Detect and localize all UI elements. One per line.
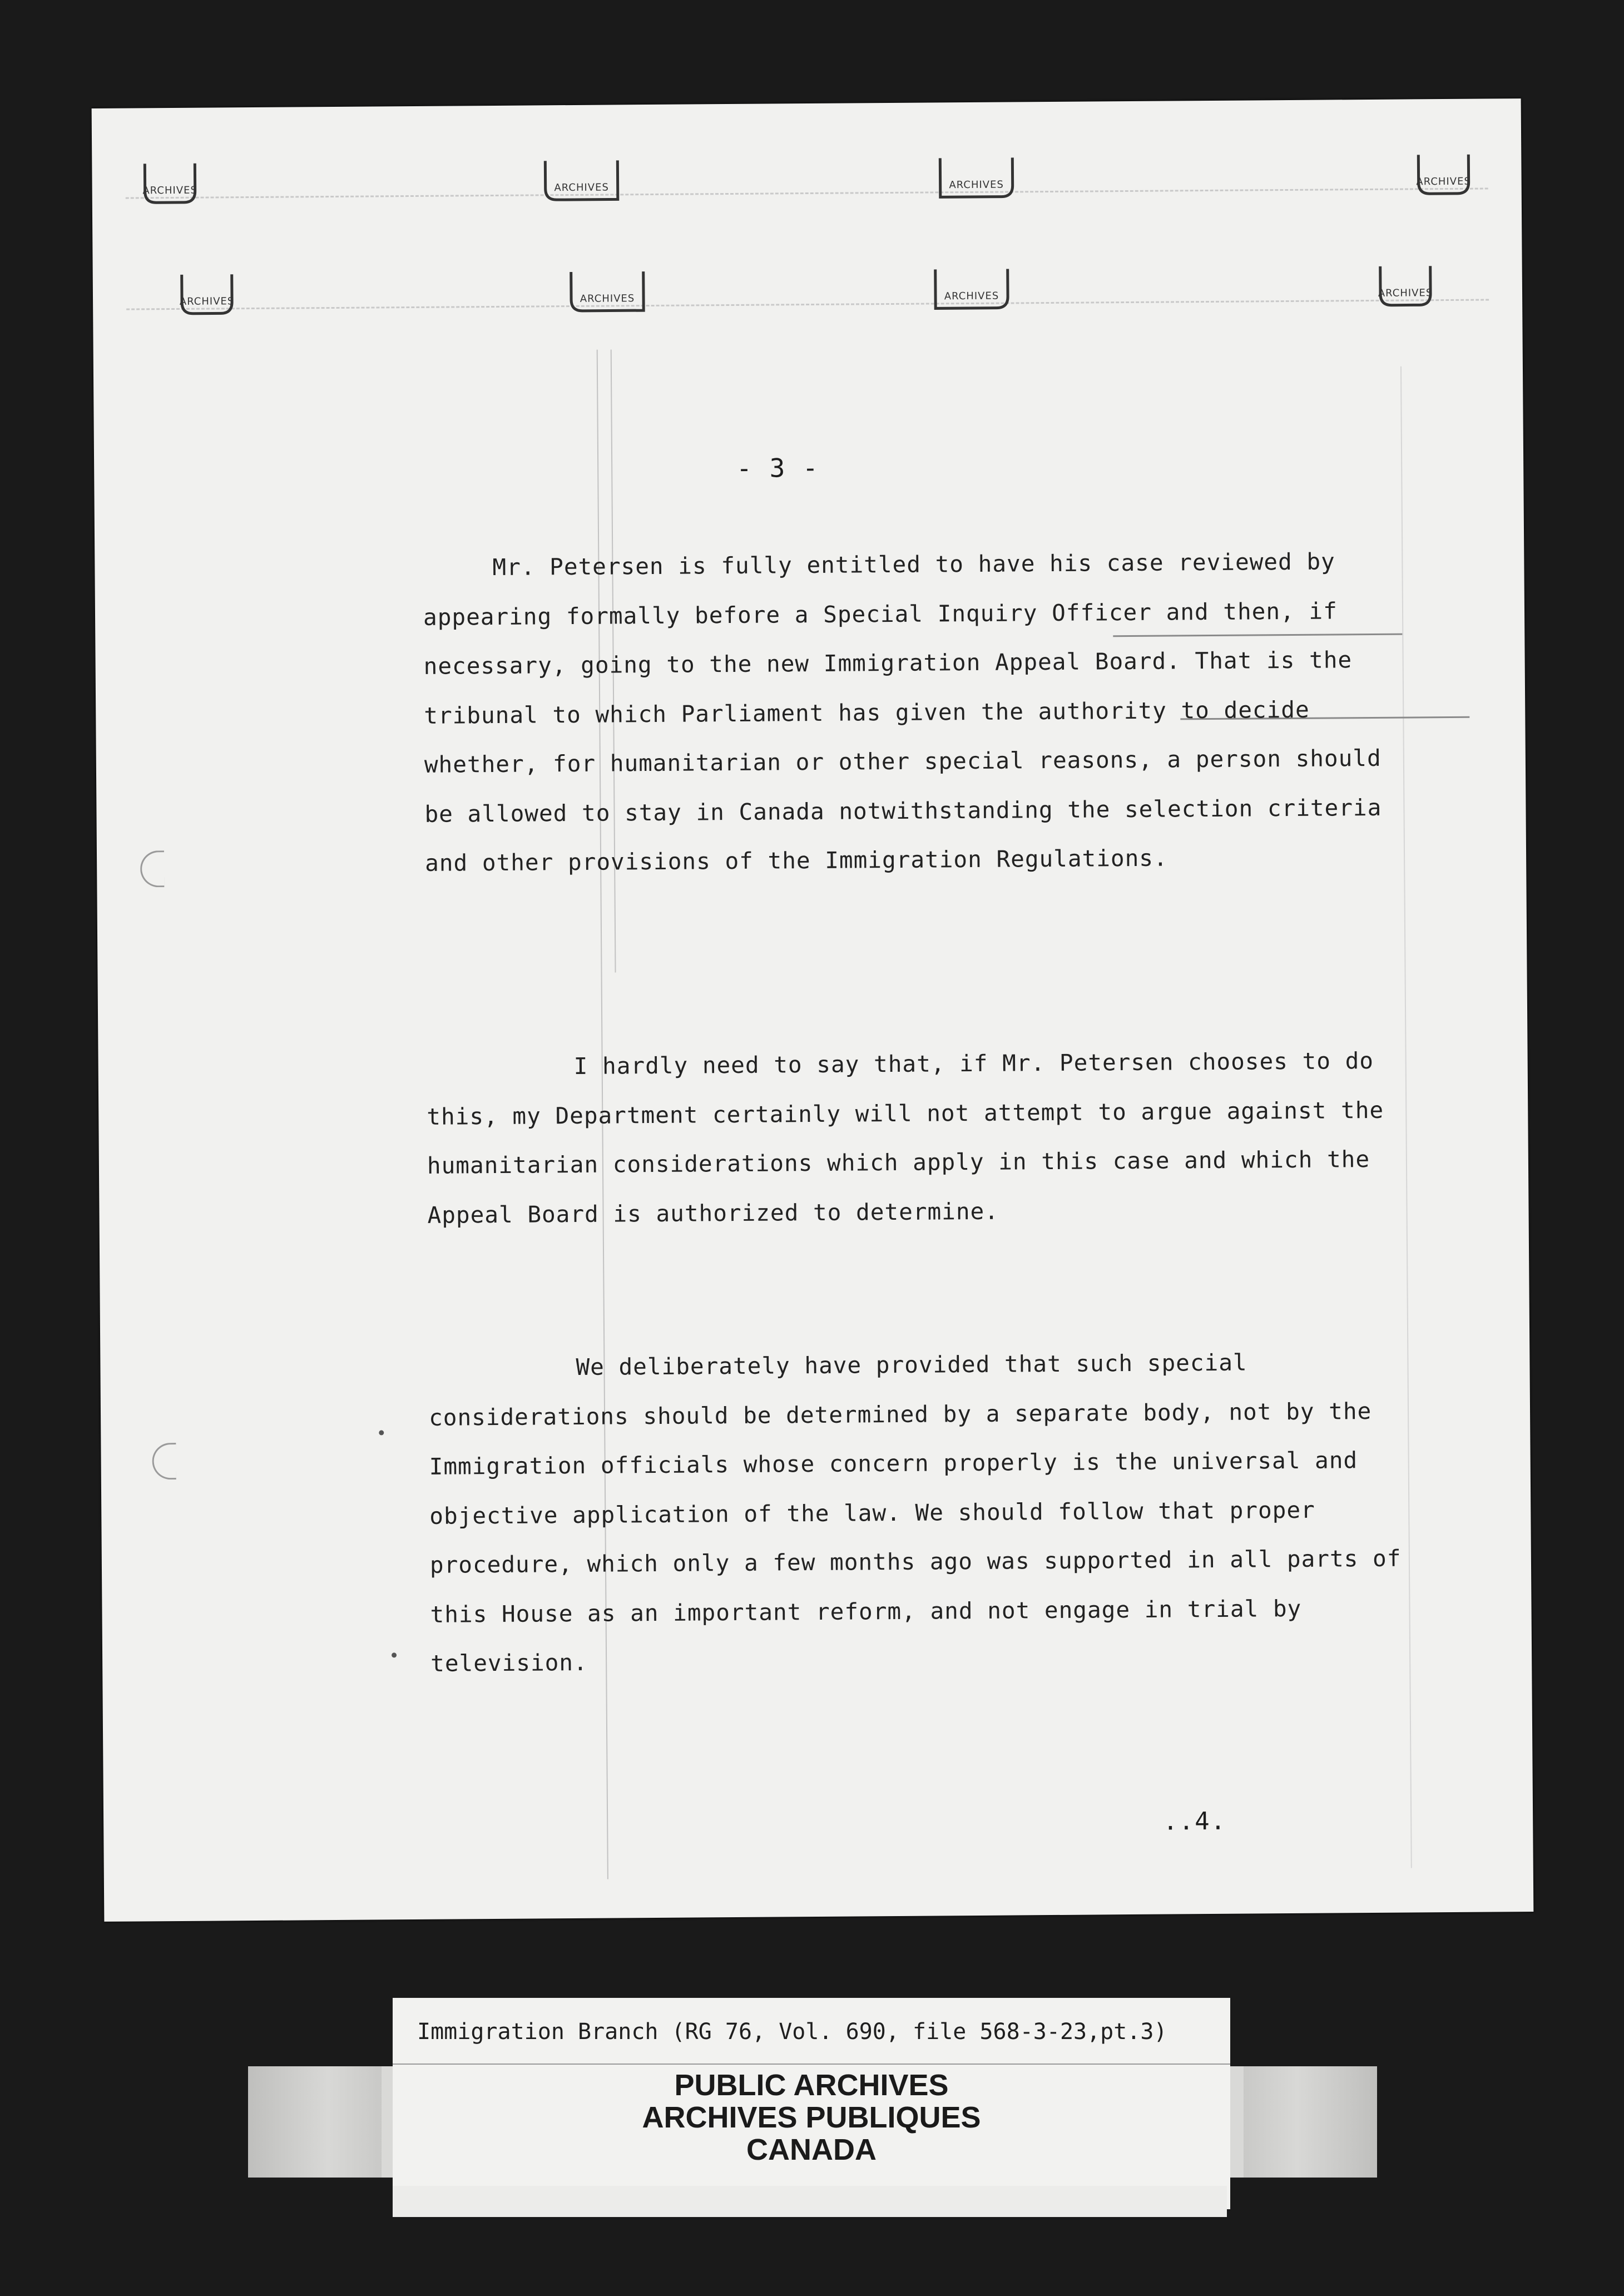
ink-speck xyxy=(392,1652,397,1657)
archive-stamp xyxy=(122,157,217,219)
label-divider xyxy=(393,2064,1230,2065)
stamp-text: ARCHIVES xyxy=(179,295,235,308)
continuation-marker: ..4. xyxy=(1163,1807,1227,1836)
archive-name-line-2: ARCHIVES PUBLIQUES xyxy=(642,2101,981,2134)
paragraph-1: Mr. Petersen is fully entitled to have his case reviewed by appearing formally before a Special Inquiry Officer and then, if necessary, going to the new Immigration Appeal Board. That is the tribunal to which Parliament has given the authority to decide whether, for humanitarian or other special reasons, a person should be allowed to stay in Canada notwithstanding the selection criteria and other provisions of the Immigration Regulations. xyxy=(423,548,1382,877)
archive-stamp xyxy=(1396,149,1491,210)
document-page xyxy=(92,98,1534,1922)
ink-speck xyxy=(379,1430,384,1435)
page-number: - 3 - xyxy=(736,452,819,483)
archive-stamp-row-top xyxy=(92,149,1522,225)
archive-stamp-row-bottom xyxy=(93,260,1523,337)
label-bottom-edge xyxy=(393,2186,1227,2217)
stamp-text: ARCHIVES xyxy=(580,293,635,305)
archive-label xyxy=(393,1998,1230,2209)
archive-stamp xyxy=(160,269,255,330)
label-strip-end xyxy=(1244,2066,1377,2178)
archive-stamp xyxy=(560,266,655,328)
stamp-guide-rule xyxy=(126,187,1488,200)
paragraph-2: I hardly need to say that, if Mr. Petersen chooses to do this, my Department certainly will not attempt to argue against the humanitarian considerations which apply in this case and which the Appeal Board is authorized to determine. xyxy=(427,1047,1384,1229)
archive-stamp xyxy=(924,263,1019,325)
stamp-text: ARCHIVES xyxy=(554,181,609,194)
archive-reference: Immigration Branch (RG 76, Vol. 690, file 568-3-23,pt.3) xyxy=(417,2019,1167,2045)
paragraph-3: We deliberately have provided that such special considerations should be determined by a separate body, not by the Immigration officials whose concern properly is the universal and objective application of the law. We should follow that proper procedure, which only a few months ago was supported in all parts of this House as an important reform, and not engage in trial by television. xyxy=(428,1349,1402,1677)
archive-stamp xyxy=(929,152,1024,214)
stamp-guide-rule xyxy=(126,299,1489,311)
archive-name xyxy=(393,2069,1230,2166)
stamp-text: ARCHIVES xyxy=(142,184,197,197)
punch-hole xyxy=(140,850,164,887)
archive-name-line-1: PUBLIC ARCHIVES xyxy=(674,2069,949,2102)
stamp-text: ARCHIVES xyxy=(1378,287,1433,299)
archive-name-line-3: CANADA xyxy=(746,2133,877,2166)
archive-stamp xyxy=(1358,260,1453,322)
stamp-text: ARCHIVES xyxy=(1416,175,1471,188)
punch-hole xyxy=(152,1443,176,1479)
label-strip-end xyxy=(248,2066,382,2178)
stamp-text: ARCHIVES xyxy=(949,179,1004,191)
archive-stamp xyxy=(534,155,629,216)
stamp-text: ARCHIVES xyxy=(944,290,999,303)
